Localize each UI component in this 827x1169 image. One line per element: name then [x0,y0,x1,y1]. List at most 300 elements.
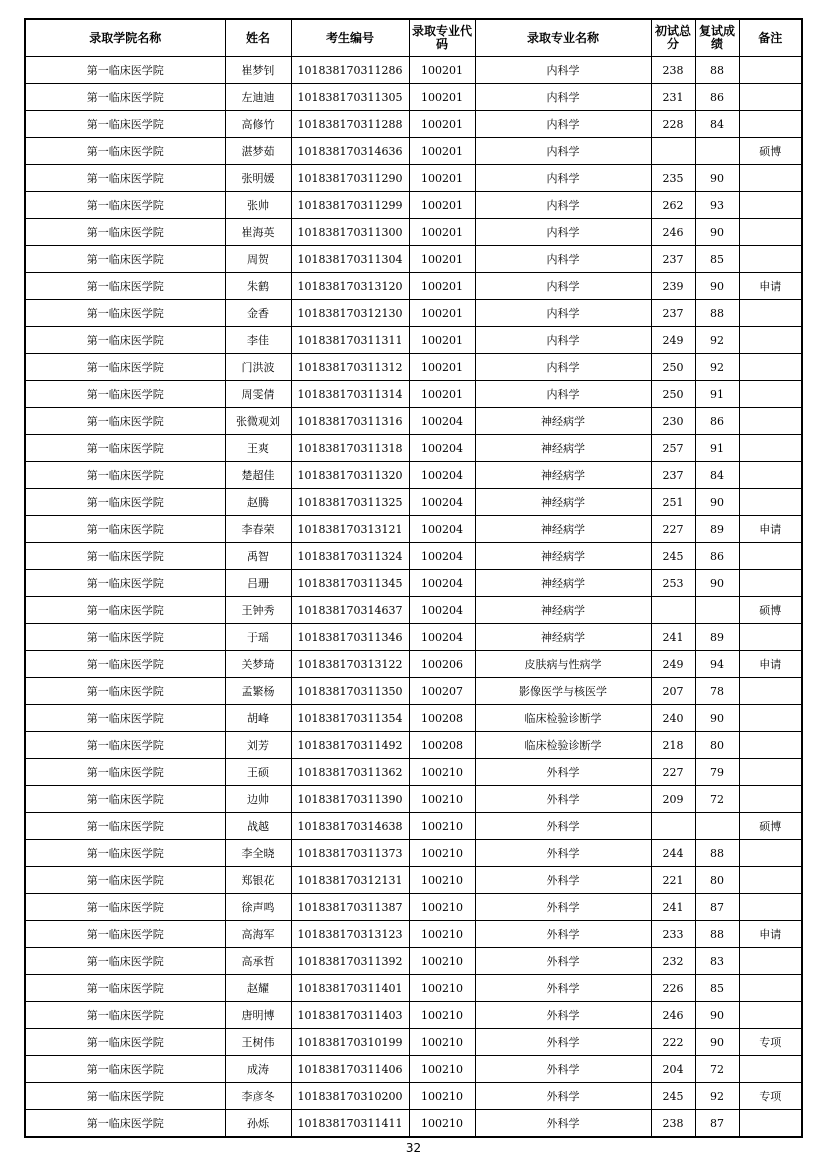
table-row [25,678,802,705]
cell-major-name: 神经病学 [475,435,651,462]
cell-initial-score: 245 [651,1083,695,1110]
cell-retest-score: 90 [695,273,739,300]
cell-retest-score: 83 [695,948,739,975]
cell-remark [739,354,802,381]
table-row [25,273,802,300]
cell-college: 第一临床医学院 [25,732,225,759]
cell-retest-score [695,138,739,165]
cell-remark [739,543,802,570]
cell-name: 王硕 [225,759,291,786]
cell-name: 边帅 [225,786,291,813]
cell-major-code: 100204 [409,462,475,489]
cell-name: 楚超佳 [225,462,291,489]
cell-remark: 硕博 [739,597,802,624]
cell-name: 刘芳 [225,732,291,759]
cell-major-code: 100210 [409,921,475,948]
table-row [25,327,802,354]
cell-initial-score [651,597,695,624]
cell-major-name: 内科学 [475,192,651,219]
cell-major-name: 内科学 [475,111,651,138]
cell-initial-score: 231 [651,84,695,111]
cell-remark [739,57,802,84]
cell-major-name: 外科学 [475,867,651,894]
cell-retest-score: 72 [695,1056,739,1083]
cell-initial-score: 249 [651,327,695,354]
table-row [25,192,802,219]
cell-exam-id: 101838170311492 [291,732,409,759]
cell-major-name: 神经病学 [475,516,651,543]
cell-major-code: 100201 [409,300,475,327]
table-row [25,759,802,786]
table-row [25,354,802,381]
cell-initial-score: 237 [651,462,695,489]
table-row [25,921,802,948]
cell-initial-score: 250 [651,354,695,381]
cell-remark [739,624,802,651]
cell-retest-score [695,813,739,840]
cell-remark [739,84,802,111]
cell-initial-score: 228 [651,111,695,138]
cell-name: 胡峰 [225,705,291,732]
cell-major-code: 100201 [409,165,475,192]
cell-major-code: 100210 [409,1083,475,1110]
cell-initial-score: 257 [651,435,695,462]
cell-name: 徐声鸣 [225,894,291,921]
cell-retest-score: 89 [695,624,739,651]
cell-name: 于瑶 [225,624,291,651]
cell-name: 朱鹤 [225,273,291,300]
header-row [25,19,802,57]
cell-major-name: 外科学 [475,948,651,975]
cell-initial-score: 240 [651,705,695,732]
header-college: 录取学院名称 [25,19,225,57]
cell-retest-score: 90 [695,705,739,732]
cell-remark [739,462,802,489]
cell-major-code: 100204 [409,597,475,624]
cell-college: 第一临床医学院 [25,786,225,813]
cell-retest-score: 90 [695,219,739,246]
cell-major-code: 100204 [409,624,475,651]
cell-major-code: 100201 [409,138,475,165]
cell-exam-id: 101838170311403 [291,1002,409,1029]
cell-initial-score: 244 [651,840,695,867]
cell-major-name: 外科学 [475,894,651,921]
cell-college: 第一临床医学院 [25,327,225,354]
cell-college: 第一临床医学院 [25,678,225,705]
cell-college: 第一临床医学院 [25,543,225,570]
cell-major-name: 外科学 [475,1056,651,1083]
cell-exam-id: 101838170311325 [291,489,409,516]
cell-initial-score: 227 [651,516,695,543]
header-major-name: 录取专业名称 [475,19,651,57]
cell-college: 第一临床医学院 [25,867,225,894]
cell-initial-score: 239 [651,273,695,300]
cell-major-code: 100204 [409,543,475,570]
cell-name: 湛梦茹 [225,138,291,165]
cell-initial-score: 204 [651,1056,695,1083]
cell-college: 第一临床医学院 [25,1002,225,1029]
cell-initial-score: 237 [651,300,695,327]
cell-name: 高修竹 [225,111,291,138]
cell-name: 门洪波 [225,354,291,381]
cell-college: 第一临床医学院 [25,597,225,624]
cell-remark [739,435,802,462]
cell-remark [739,300,802,327]
cell-major-code: 100201 [409,246,475,273]
cell-name: 左迪迪 [225,84,291,111]
cell-exam-id: 101838170311318 [291,435,409,462]
table-row [25,381,802,408]
cell-exam-id: 101838170311392 [291,948,409,975]
cell-major-name: 内科学 [475,138,651,165]
cell-initial-score [651,813,695,840]
cell-major-code: 100201 [409,57,475,84]
cell-major-code: 100201 [409,84,475,111]
cell-remark [739,111,802,138]
cell-major-code: 100208 [409,705,475,732]
cell-major-code: 100201 [409,354,475,381]
cell-retest-score: 86 [695,408,739,435]
cell-initial-score: 232 [651,948,695,975]
cell-retest-score: 91 [695,435,739,462]
cell-major-name: 内科学 [475,165,651,192]
cell-retest-score: 90 [695,1029,739,1056]
cell-initial-score: 207 [651,678,695,705]
cell-college: 第一临床医学院 [25,381,225,408]
cell-exam-id: 101838170311288 [291,111,409,138]
cell-exam-id: 101838170311316 [291,408,409,435]
cell-name: 王树伟 [225,1029,291,1056]
cell-initial-score: 230 [651,408,695,435]
cell-remark [739,948,802,975]
page-number: 32 [405,1141,422,1155]
table-row [25,1002,802,1029]
cell-remark [739,1110,802,1138]
cell-retest-score: 92 [695,354,739,381]
cell-exam-id: 101838170311286 [291,57,409,84]
cell-retest-score: 90 [695,570,739,597]
cell-retest-score: 86 [695,543,739,570]
table-row [25,489,802,516]
cell-major-name: 外科学 [475,1110,651,1138]
cell-retest-score: 90 [695,1002,739,1029]
cell-exam-id: 101838170311311 [291,327,409,354]
cell-name: 唐明博 [225,1002,291,1029]
cell-major-name: 外科学 [475,921,651,948]
cell-college: 第一临床医学院 [25,246,225,273]
cell-retest-score: 79 [695,759,739,786]
table-row [25,597,802,624]
table-row [25,516,802,543]
cell-retest-score: 94 [695,651,739,678]
cell-college: 第一临床医学院 [25,84,225,111]
cell-name: 李春荣 [225,516,291,543]
cell-college: 第一临床医学院 [25,300,225,327]
cell-remark [739,705,802,732]
cell-name: 王钟秀 [225,597,291,624]
cell-retest-score: 92 [695,1083,739,1110]
cell-initial-score: 209 [651,786,695,813]
cell-exam-id: 101838170311350 [291,678,409,705]
cell-exam-id: 101838170312131 [291,867,409,894]
cell-major-name: 神经病学 [475,489,651,516]
cell-college: 第一临床医学院 [25,408,225,435]
cell-college: 第一临床医学院 [25,354,225,381]
cell-exam-id: 101838170310200 [291,1083,409,1110]
cell-remark [739,570,802,597]
cell-major-name: 神经病学 [475,462,651,489]
table-row [25,219,802,246]
cell-remark: 专项 [739,1083,802,1110]
cell-major-name: 内科学 [475,84,651,111]
cell-exam-id: 101838170313120 [291,273,409,300]
cell-major-name: 临床检验诊断学 [475,705,651,732]
cell-name: 孙烁 [225,1110,291,1138]
cell-name: 李佳 [225,327,291,354]
cell-retest-score: 87 [695,894,739,921]
cell-name: 崔梦钊 [225,57,291,84]
cell-retest-score: 80 [695,732,739,759]
table-row [25,408,802,435]
cell-name: 赵耀 [225,975,291,1002]
cell-college: 第一临床医学院 [25,813,225,840]
cell-major-name: 外科学 [475,840,651,867]
cell-retest-score: 88 [695,921,739,948]
cell-remark [739,219,802,246]
table-row [25,705,802,732]
cell-major-name: 外科学 [475,759,651,786]
cell-exam-id: 101838170311373 [291,840,409,867]
cell-exam-id: 101838170311300 [291,219,409,246]
cell-major-code: 100210 [409,840,475,867]
cell-major-name: 内科学 [475,354,651,381]
cell-exam-id: 101838170313121 [291,516,409,543]
cell-exam-id: 101838170314636 [291,138,409,165]
cell-remark [739,489,802,516]
cell-name: 王爽 [225,435,291,462]
cell-remark [739,894,802,921]
cell-initial-score: 250 [651,381,695,408]
cell-remark [739,1002,802,1029]
cell-major-code: 100210 [409,894,475,921]
cell-major-code: 100210 [409,948,475,975]
cell-initial-score: 237 [651,246,695,273]
cell-major-code: 100210 [409,1002,475,1029]
cell-college: 第一临床医学院 [25,705,225,732]
table-row [25,1029,802,1056]
cell-major-code: 100208 [409,732,475,759]
cell-retest-score: 85 [695,975,739,1002]
table-row [25,462,802,489]
table-row [25,111,802,138]
header-name: 姓名 [225,19,291,57]
cell-major-code: 100201 [409,273,475,300]
cell-college: 第一临床医学院 [25,840,225,867]
table-row [25,84,802,111]
cell-major-code: 100201 [409,327,475,354]
cell-major-name: 神经病学 [475,543,651,570]
cell-remark: 硕博 [739,813,802,840]
cell-name: 李全晓 [225,840,291,867]
cell-remark [739,1056,802,1083]
cell-major-code: 100210 [409,867,475,894]
cell-major-name: 内科学 [475,381,651,408]
cell-name: 高承哲 [225,948,291,975]
cell-exam-id: 101838170314637 [291,597,409,624]
cell-exam-id: 101838170311354 [291,705,409,732]
table-row [25,894,802,921]
cell-major-name: 神经病学 [475,408,651,435]
cell-major-code: 100207 [409,678,475,705]
cell-remark [739,408,802,435]
cell-name: 金香 [225,300,291,327]
cell-major-code: 100206 [409,651,475,678]
cell-college: 第一临床医学院 [25,111,225,138]
cell-initial-score: 249 [651,651,695,678]
cell-remark [739,381,802,408]
cell-college: 第一临床医学院 [25,921,225,948]
cell-initial-score: 221 [651,867,695,894]
cell-major-name: 外科学 [475,1002,651,1029]
header-major-code: 录取专业代码 [409,19,475,57]
cell-exam-id: 101838170311304 [291,246,409,273]
cell-retest-score: 90 [695,165,739,192]
cell-retest-score: 72 [695,786,739,813]
cell-major-name: 内科学 [475,219,651,246]
cell-name: 张明媛 [225,165,291,192]
cell-name: 成涛 [225,1056,291,1083]
cell-name: 高海军 [225,921,291,948]
cell-college: 第一临床医学院 [25,1056,225,1083]
cell-retest-score: 85 [695,246,739,273]
cell-exam-id: 101838170314638 [291,813,409,840]
table-row [25,651,802,678]
cell-initial-score: 235 [651,165,695,192]
cell-college: 第一临床医学院 [25,1110,225,1138]
cell-initial-score [651,138,695,165]
cell-major-name: 内科学 [475,57,651,84]
table-row [25,975,802,1002]
cell-major-code: 100210 [409,759,475,786]
cell-major-code: 100201 [409,219,475,246]
cell-exam-id: 101838170311390 [291,786,409,813]
cell-name: 周贺 [225,246,291,273]
cell-retest-score: 90 [695,489,739,516]
cell-remark: 申请 [739,273,802,300]
table-row [25,300,802,327]
cell-college: 第一临床医学院 [25,570,225,597]
header-exam-id: 考生编号 [291,19,409,57]
cell-major-code: 100204 [409,408,475,435]
cell-remark: 申请 [739,651,802,678]
cell-college: 第一临床医学院 [25,1083,225,1110]
cell-retest-score: 88 [695,300,739,327]
cell-major-name: 外科学 [475,1083,651,1110]
cell-remark [739,165,802,192]
cell-retest-score: 84 [695,111,739,138]
table-body [25,57,802,1138]
table-row [25,624,802,651]
cell-major-name: 神经病学 [475,570,651,597]
cell-exam-id: 101838170311411 [291,1110,409,1138]
cell-exam-id: 101838170311401 [291,975,409,1002]
cell-initial-score: 245 [651,543,695,570]
cell-major-code: 100201 [409,381,475,408]
table-row [25,786,802,813]
cell-major-code: 100210 [409,1029,475,1056]
cell-college: 第一临床医学院 [25,489,225,516]
cell-remark [739,678,802,705]
cell-major-code: 100210 [409,1110,475,1138]
cell-exam-id: 101838170311324 [291,543,409,570]
cell-college: 第一临床医学院 [25,1029,225,1056]
cell-remark: 硕博 [739,138,802,165]
cell-college: 第一临床医学院 [25,57,225,84]
table-row [25,840,802,867]
cell-exam-id: 101838170311346 [291,624,409,651]
cell-retest-score: 84 [695,462,739,489]
cell-initial-score: 226 [651,975,695,1002]
cell-major-name: 外科学 [475,813,651,840]
cell-name: 战越 [225,813,291,840]
header-remark: 备注 [739,19,802,57]
table-row [25,948,802,975]
cell-remark: 申请 [739,516,802,543]
cell-name: 周雯倩 [225,381,291,408]
cell-major-code: 100204 [409,435,475,462]
cell-college: 第一临床医学院 [25,219,225,246]
cell-college: 第一临床医学院 [25,435,225,462]
table-row [25,57,802,84]
cell-major-code: 100210 [409,975,475,1002]
cell-exam-id: 101838170310199 [291,1029,409,1056]
cell-major-name: 影像医学与核医学 [475,678,651,705]
cell-major-code: 100210 [409,786,475,813]
cell-initial-score: 262 [651,192,695,219]
table-row [25,732,802,759]
cell-major-name: 内科学 [475,273,651,300]
cell-college: 第一临床医学院 [25,192,225,219]
table-row [25,246,802,273]
cell-initial-score: 241 [651,894,695,921]
cell-initial-score: 246 [651,1002,695,1029]
cell-retest-score: 78 [695,678,739,705]
cell-remark [739,867,802,894]
cell-exam-id: 101838170311314 [291,381,409,408]
cell-initial-score: 238 [651,57,695,84]
cell-initial-score: 246 [651,219,695,246]
cell-name: 禹智 [225,543,291,570]
cell-remark [739,759,802,786]
cell-name: 吕珊 [225,570,291,597]
cell-name: 赵腾 [225,489,291,516]
cell-retest-score: 91 [695,381,739,408]
cell-name: 李彦冬 [225,1083,291,1110]
cell-retest-score: 93 [695,192,739,219]
cell-college: 第一临床医学院 [25,948,225,975]
cell-college: 第一临床医学院 [25,651,225,678]
cell-name: 张帅 [225,192,291,219]
cell-remark [739,327,802,354]
cell-college: 第一临床医学院 [25,759,225,786]
table-row [25,435,802,462]
cell-major-code: 100204 [409,489,475,516]
table-row [25,570,802,597]
cell-remark: 申请 [739,921,802,948]
cell-college: 第一临床医学院 [25,462,225,489]
cell-college: 第一临床医学院 [25,138,225,165]
cell-exam-id: 101838170311320 [291,462,409,489]
